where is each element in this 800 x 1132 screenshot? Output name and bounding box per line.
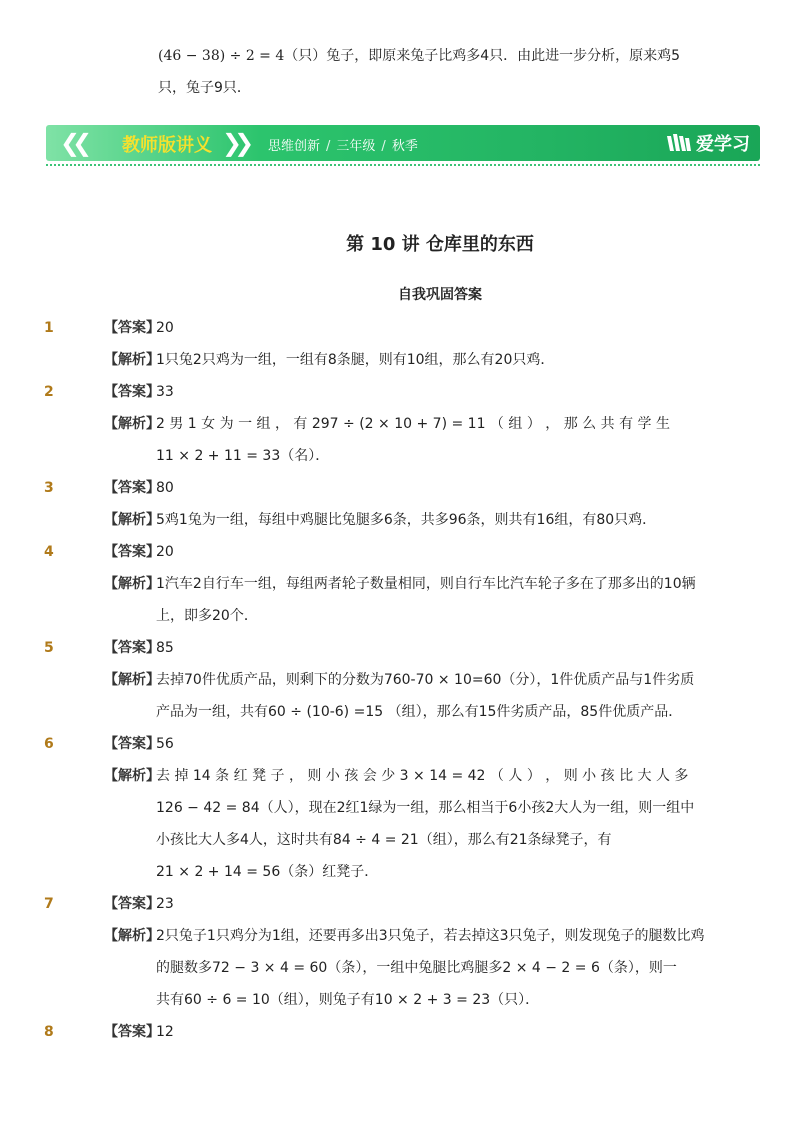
breadcrumb-item-subject: 思维创新: [268, 139, 321, 154]
answer-value: 20: [156, 544, 174, 560]
item-number: 3: [44, 480, 54, 496]
analysis-line: 产品为一组，共有60 ÷ (10-6) =15 （组），那么有15件劣质产品，85件优质产品．: [156, 704, 683, 720]
answer-item-4: [0, 536, 800, 568]
analysis-item-4: [0, 568, 800, 632]
answer-label: 【答案】: [104, 1024, 160, 1040]
chevron-right-icon: ❯❯: [222, 129, 247, 157]
answer-item-3: [0, 472, 800, 504]
answer-item-7: [0, 888, 800, 920]
analysis-line: 5鸡1兔为一组，每组中鸡腿比兔腿多6条，共多96条，则共有16组，有80只鸡．: [156, 512, 657, 528]
continuation-line-2: 只，兔子9只．: [158, 80, 251, 96]
answer-item-5: [0, 632, 800, 664]
analysis-line: 2只兔子1只鸡分为1组，还要再多出3只兔子，若去掉这3只兔子，则发现兔子的腿数比鸡: [156, 928, 705, 944]
answer-value: 12: [156, 1024, 174, 1040]
header-banner: [46, 125, 760, 161]
analysis-label: 【解析】: [104, 352, 160, 368]
analysis-label: 【解析】: [104, 576, 160, 592]
analysis-label: 【解析】: [104, 768, 160, 784]
analysis-line: 小孩比大人多4人，这时共有84 ÷ 4 = 21（组），那么有21条绿凳子，有: [156, 832, 612, 848]
section-title: 自我巩固答案: [398, 287, 482, 303]
breadcrumb-item-grade: 三年级: [336, 139, 376, 154]
analysis-item-5: [0, 664, 800, 728]
logo-icon: [666, 133, 692, 153]
answer-label: 【答案】: [104, 480, 160, 496]
continuation-text: [158, 40, 718, 104]
analysis-line: 的腿数多72 − 3 × 4 = 60（条），一组中兔腿比鸡腿多2 × 4 − 2 = 6（条），则一: [156, 960, 677, 976]
answer-list: [0, 312, 800, 1048]
logo-text: 爱学习: [696, 134, 750, 155]
breadcrumb: [268, 135, 418, 154]
banner-title: 教师版讲义: [122, 135, 212, 156]
answer-value: 56: [156, 736, 174, 752]
answer-label: 【答案】: [104, 896, 160, 912]
dotted-divider: [46, 164, 760, 166]
analysis-item-6: [0, 760, 800, 888]
answer-value: 20: [156, 320, 174, 336]
answer-value: 80: [156, 480, 174, 496]
analysis-line: 21 × 2 + 14 = 56（条）红凳子．: [156, 864, 379, 880]
analysis-item-3: [0, 504, 800, 536]
breadcrumb-item-term: 秋季: [391, 139, 418, 154]
answer-label: 【答案】: [104, 320, 160, 336]
continuation-line-1-text: （只）兔子，即原来兔子比鸡多4只．由此进一步分析，原来鸡5: [284, 48, 681, 64]
answer-label: 【答案】: [104, 544, 160, 560]
analysis-item-2: [0, 408, 800, 472]
breadcrumb-separator: /: [326, 139, 331, 154]
analysis-label: 【解析】: [104, 672, 160, 688]
item-number: 8: [44, 1024, 54, 1040]
analysis-line: 去 掉 14 条 红 凳 子 ， 则 小 孩 会 少 3 × 14 = 42 （ 人 ） ， 则 小 孩 比 大 人 多: [156, 768, 689, 784]
analysis-line: 2 男 1 女 为 一 组 ， 有 297 ÷ (2 × 10 + 7) = 11 （ 组 ） ， 那 么 共 有 学 生: [156, 416, 670, 432]
item-number: 2: [44, 384, 54, 400]
chevron-left-icon: ❮❮: [60, 129, 85, 157]
analysis-label: 【解析】: [104, 512, 160, 528]
equation: (46 − 38) ÷ 2 = 4: [158, 48, 285, 64]
item-number: 6: [44, 736, 54, 752]
analysis-item-7: [0, 920, 800, 1016]
answer-item-2: [0, 376, 800, 408]
answer-item-1: [0, 312, 800, 344]
item-number: 4: [44, 544, 54, 560]
analysis-line: 去掉70件优质产品，则剩下的分数为760-70 × 10=60（分），1件优质产品与1件劣质: [156, 672, 695, 688]
lecture-title: 第 10 讲 仓库里的东西: [346, 234, 534, 255]
analysis-line: 共有60 ÷ 6 = 10（组），则兔子有10 × 2 + 3 = 23（只）．: [156, 992, 540, 1008]
brand-logo: [666, 130, 750, 156]
analysis-line: 126 − 42 = 84（人），现在2红1绿为一组，那么相当于6小孩2大人为一组，则一组中: [156, 800, 695, 816]
analysis-line: 上，即多20个．: [156, 608, 258, 624]
answer-value: 85: [156, 640, 174, 656]
analysis-label: 【解析】: [104, 928, 160, 944]
answer-item-6: [0, 728, 800, 760]
answer-value: 33: [156, 384, 174, 400]
answer-item-8: [0, 1016, 800, 1048]
item-number: 1: [44, 320, 54, 336]
item-number: 7: [44, 896, 54, 912]
answer-label: 【答案】: [104, 384, 160, 400]
continuation-line-1: [158, 40, 718, 72]
analysis-label: 【解析】: [104, 416, 160, 432]
answer-label: 【答案】: [104, 640, 160, 656]
answer-label: 【答案】: [104, 736, 160, 752]
breadcrumb-separator: /: [381, 139, 386, 154]
analysis-line: 1汽车2自行车一组，每组两者轮子数量相同，则自行车比汽车轮子多在了那多出的10辆: [156, 576, 696, 592]
analysis-line: 1只兔2只鸡为一组，一组有8条腿，则有10组，那么有20只鸡．: [156, 352, 555, 368]
analysis-item-1: [0, 344, 800, 376]
item-number: 5: [44, 640, 54, 656]
analysis-line: 11 × 2 + 11 = 33（名）．: [156, 448, 330, 464]
answer-value: 23: [156, 896, 174, 912]
